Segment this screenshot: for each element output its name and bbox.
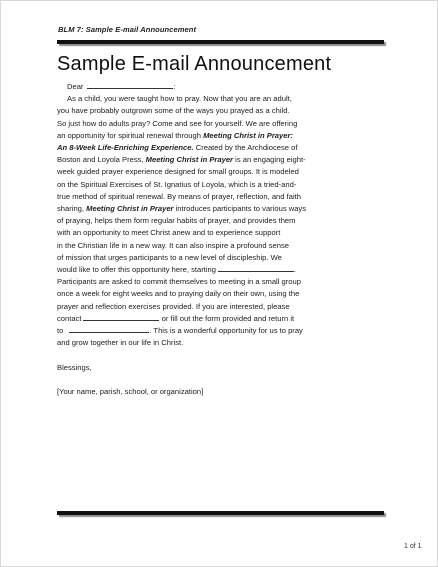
text-segment: would like to offer this opportunity here, starting — [57, 265, 216, 275]
text-segment: introduces participants to various ways — [173, 204, 307, 214]
bottom-rule — [57, 511, 384, 515]
page-title: Sample E-mail Announcement — [57, 53, 332, 75]
letter-line: prayer and reflection exercises provided. If you are interested, please — [57, 301, 290, 311]
greeting-line — [57, 81, 385, 93]
letter-line — [57, 142, 385, 154]
letter-line — [57, 154, 385, 166]
text-segment: . This is a wonderful opportunity for us to pray — [149, 326, 303, 336]
text-segment: sharing, — [57, 204, 87, 214]
start-date-blank — [218, 264, 297, 275]
greeting-suffix: : — [173, 82, 176, 91]
letter-line: in the Christian life in a new way. It can also inspire a profound sense — [57, 240, 290, 250]
letter-line: of mission that urges participants to a new level of discipleship. We — [57, 252, 282, 262]
letter-line: true method of spiritual renewal. By means of prayer, reflection, and faith — [57, 191, 301, 201]
paragraph-gap — [57, 349, 385, 361]
paragraph-gap — [57, 374, 385, 386]
text-segment: . — [294, 265, 297, 275]
letter-line — [57, 203, 385, 215]
letter-line: As a child, you were taught how to pray. Now that you are an adult, — [67, 94, 292, 104]
program-subtitle-emphasis: An 8-Week Life-Enriching Experience. — [57, 143, 194, 153]
text-segment: an opportunity for spiritual renewal through — [57, 130, 204, 140]
contact-blank — [83, 313, 159, 321]
text-segment: is an engaging eight- — [233, 155, 306, 165]
letter-line — [57, 130, 385, 142]
letter-line: Participants are asked to commit themselves to meeting in a small group — [57, 277, 301, 287]
text-segment: to — [57, 326, 64, 336]
letter-line — [57, 313, 385, 325]
letter-line: of praying, helps them form regular habits of prayer, and provides them — [57, 216, 296, 226]
letter-line: So just how do adults pray? Come and see for yourself. We are offering — [57, 118, 298, 128]
letter-line: and grow together in our life in Christ. — [57, 338, 184, 348]
top-rule — [57, 40, 384, 44]
letter-line: week guided prayer experience designed for small groups. It is modeled — [57, 167, 299, 177]
recipient-blank — [87, 81, 176, 91]
letter-line: once a week for eight weeks and to praying daily on their own, using the — [57, 289, 300, 299]
letter-line — [57, 325, 385, 337]
greeting-prefix: Dear — [67, 82, 84, 91]
text-segment: Created by the Archdiocese of — [193, 143, 298, 153]
page-number: 1 of 1 — [404, 543, 422, 550]
return-to-blank — [69, 325, 149, 333]
program-title-emphasis: Meeting Christ in Prayer — [86, 204, 174, 214]
letter-body — [57, 81, 385, 398]
signature-line: [Your name, parish, school, or organization] — [57, 387, 204, 397]
letter-line: on the Spiritual Exercises of St. Ignatius of Loyola, which is a tried-and- — [57, 179, 297, 189]
text-segment: contact — [57, 313, 82, 323]
program-title-emphasis: Meeting Christ in Prayer: — [203, 130, 293, 140]
letter-line: you have probably outgrown some of the ways you prayed as a child. — [57, 106, 290, 116]
program-title-emphasis: Meeting Christ in Prayer — [145, 155, 234, 165]
closing-line: Blessings, — [57, 362, 92, 372]
text-segment: Boston and Loyola Press, — [57, 155, 146, 165]
letter-line — [57, 264, 385, 276]
text-segment: or fill out the form provided and return it — [161, 313, 295, 323]
letter-line: with an opportunity to meet Christ anew and to experience support — [57, 228, 281, 238]
blm-label: BLM 7: Sample E-mail Announcement — [58, 25, 197, 34]
